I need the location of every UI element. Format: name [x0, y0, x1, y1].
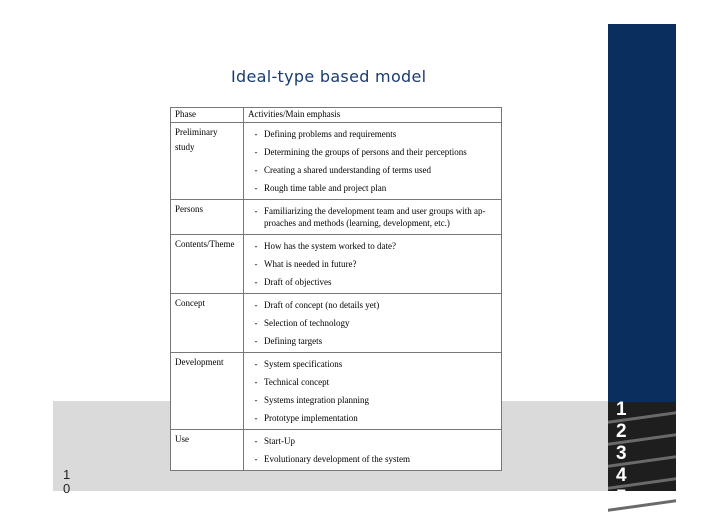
bullet-dash: - — [254, 259, 258, 269]
activity-line: Draft of objectives — [264, 277, 332, 287]
panel-digit: 4 — [616, 465, 627, 486]
activity-item — [248, 255, 497, 273]
activity-text — [264, 318, 349, 328]
side-accent-bar — [608, 24, 676, 402]
table-row — [171, 123, 502, 200]
activity-text — [264, 165, 431, 175]
bullet-dash: - — [254, 454, 258, 464]
activity-text — [264, 413, 358, 423]
panel-digit: 3 — [616, 443, 627, 464]
bullet-dash: - — [254, 165, 258, 175]
activity-text — [264, 205, 485, 229]
activity-item — [248, 450, 497, 468]
phase-label: Concept — [175, 298, 205, 308]
page-number-digit: 0 — [63, 481, 71, 496]
header-phase: Phase — [171, 108, 244, 123]
table-row — [171, 200, 502, 235]
activity-text — [264, 359, 342, 369]
phase-label: study — [175, 142, 195, 152]
panel-digit: 2 — [616, 421, 627, 442]
activity-line: Defining problems and requirements — [264, 129, 397, 139]
page-number-digit: 1 — [63, 467, 71, 482]
phase-label: Preliminary — [175, 127, 218, 137]
slide-title: Ideal-type based model — [231, 67, 427, 86]
activity-line: Draft of concept (no details yet) — [264, 300, 380, 310]
activity-line: Evolutionary development of the system — [264, 454, 410, 464]
activities-cell — [244, 430, 502, 471]
activities-cell — [244, 294, 502, 353]
bullet-dash: - — [254, 436, 258, 446]
table-row — [171, 430, 502, 471]
phase-cell — [171, 294, 244, 353]
activity-text — [264, 277, 331, 287]
bullet-dash: - — [254, 300, 258, 310]
bullet-dash: - — [254, 336, 258, 346]
activity-text — [264, 300, 379, 310]
phase-cell — [171, 235, 244, 294]
activity-line: How has the system worked to date? — [264, 241, 396, 251]
activity-line: Rough time table and project plan — [264, 183, 387, 193]
activity-item — [248, 161, 497, 179]
phase-label: Development — [175, 357, 224, 367]
activity-item — [248, 273, 497, 291]
activity-text — [264, 336, 322, 346]
activity-text — [264, 183, 386, 193]
activity-text — [264, 259, 356, 269]
bullet-dash: - — [254, 183, 258, 193]
activity-item — [248, 373, 497, 391]
activity-text — [264, 436, 295, 446]
header-activities: Activities/Main emphasis — [244, 108, 502, 123]
bullet-dash: - — [254, 395, 258, 405]
activity-item — [248, 391, 497, 409]
bullet-dash: - — [254, 413, 258, 423]
activity-line: Systems integration planning — [264, 395, 369, 405]
activity-item — [248, 432, 497, 450]
activity-item — [248, 332, 497, 350]
activity-text — [264, 454, 410, 464]
activity-item — [248, 143, 497, 161]
table-row — [171, 235, 502, 294]
activity-line: Defining targets — [264, 336, 323, 346]
phase-cell — [171, 200, 244, 235]
phase-label: Use — [175, 434, 189, 444]
activities-cell — [244, 123, 502, 200]
activity-item — [248, 179, 497, 197]
activity-text — [264, 147, 467, 157]
bullet-dash: - — [254, 377, 258, 387]
activity-text — [264, 129, 396, 139]
activity-line: Selection of technology — [264, 318, 350, 328]
bullet-dash: - — [254, 147, 258, 157]
table-header-row — [171, 108, 502, 123]
phase-table — [170, 107, 502, 471]
activity-line: What is needed in future? — [264, 259, 357, 269]
activity-item — [248, 314, 497, 332]
panel-digit: 5 — [616, 487, 627, 508]
activity-line: Technical concept — [264, 377, 330, 387]
bullet-dash: - — [254, 129, 258, 139]
phase-cell — [171, 430, 244, 471]
numbers-image — [608, 399, 676, 508]
bullet-dash: - — [254, 277, 258, 287]
activity-text — [264, 241, 396, 251]
activities-cell — [244, 235, 502, 294]
table-row — [171, 294, 502, 353]
activity-item — [248, 409, 497, 427]
bullet-dash: - — [254, 318, 258, 328]
page-number — [63, 468, 70, 496]
activity-line: Start-Up — [264, 436, 295, 446]
panel-digit: 1 — [616, 399, 627, 420]
activity-line: proaches and methods (learning, development, etc.) — [264, 218, 450, 228]
activity-text — [264, 377, 329, 387]
activity-line: System specifications — [264, 359, 343, 369]
bullet-dash: - — [254, 241, 258, 251]
table-row — [171, 353, 502, 430]
activity-line: Creating a shared understanding of terms used — [264, 165, 431, 175]
activities-cell — [244, 353, 502, 430]
bullet-dash: - — [254, 359, 258, 369]
bullet-dash: - — [254, 206, 258, 216]
activity-line: Familiarizing the development team and user groups with ap- — [264, 206, 486, 216]
activities-cell — [244, 200, 502, 235]
activity-text — [264, 395, 369, 405]
activity-item — [248, 237, 497, 255]
phase-label: Persons — [175, 204, 204, 214]
phase-cell — [171, 123, 244, 200]
phase-label: Contents/Theme — [175, 239, 235, 249]
phase-cell — [171, 353, 244, 430]
activity-line: Determining the groups of persons and their perceptions — [264, 147, 467, 157]
activity-item — [248, 355, 497, 373]
activity-line: Prototype implementation — [264, 413, 358, 423]
activity-item — [248, 202, 497, 232]
activity-item — [248, 296, 497, 314]
activity-item — [248, 125, 497, 143]
